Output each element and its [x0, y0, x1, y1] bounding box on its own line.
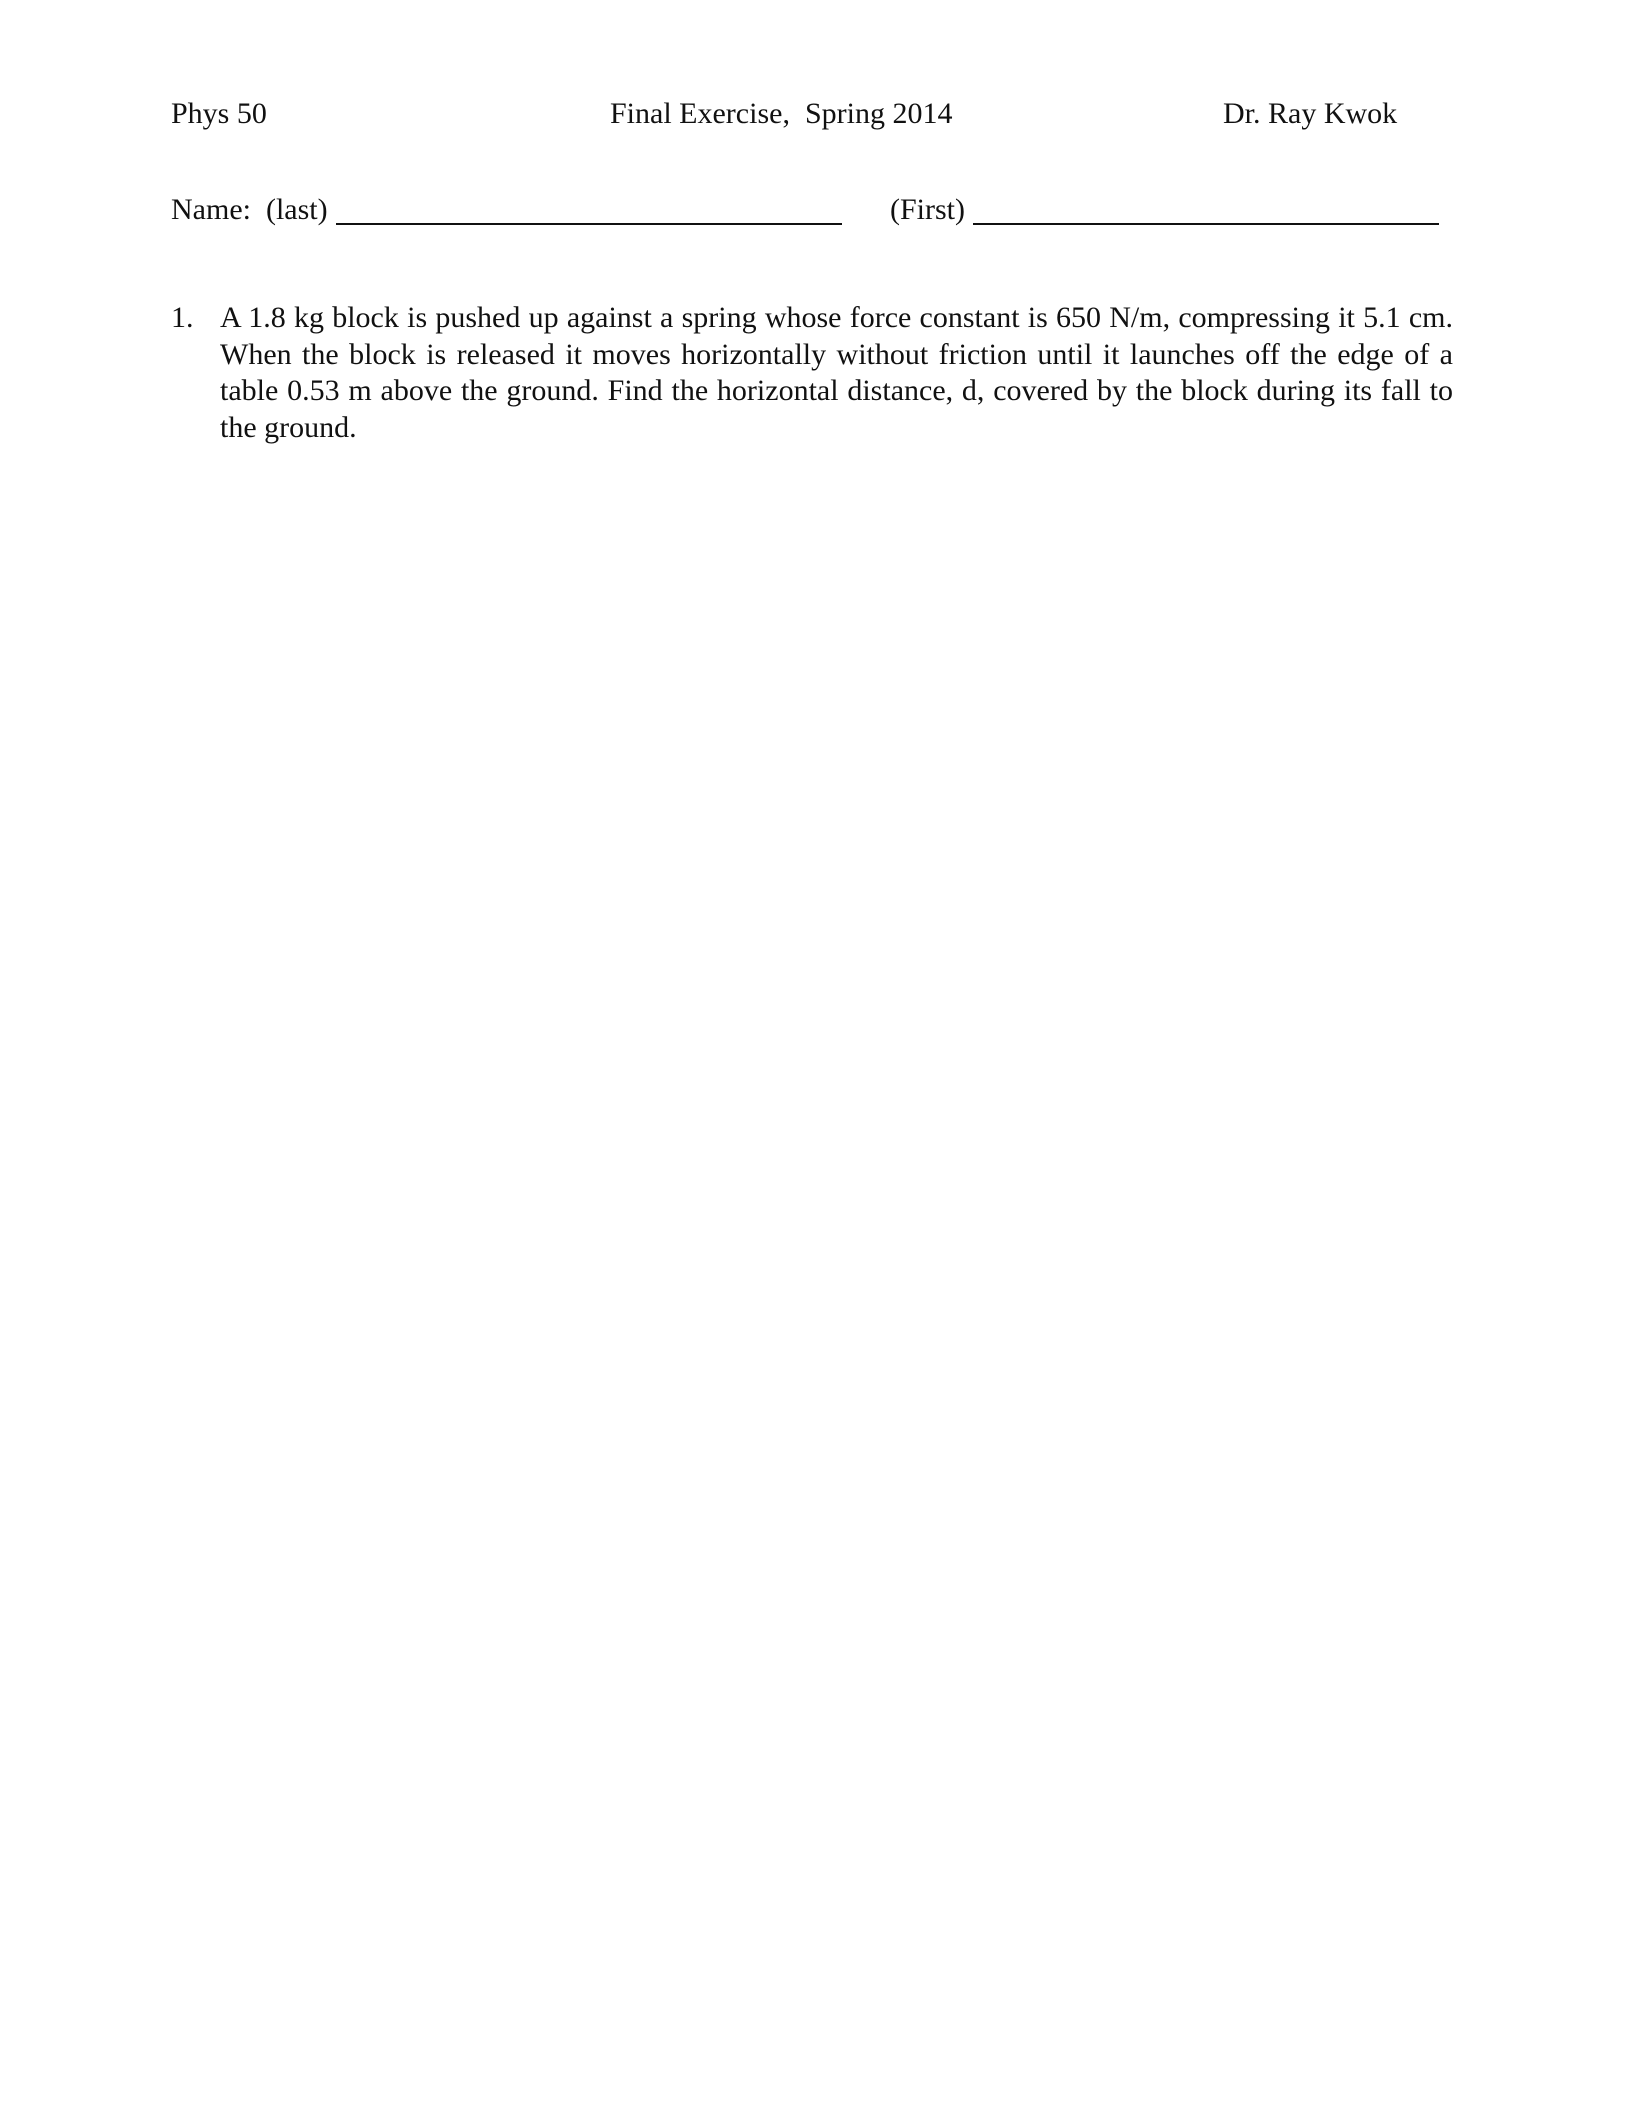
first-name-label: (First) [890, 193, 965, 226]
last-name-blank[interactable] [336, 223, 842, 225]
course-label: Phys 50 [171, 97, 267, 130]
instructor-name: Dr. Ray Kwok [1223, 97, 1398, 130]
first-name-blank[interactable] [973, 223, 1439, 225]
last-name-label: Name: (last) [171, 193, 328, 226]
name-fields [171, 190, 1441, 230]
page-header [171, 94, 1413, 134]
question-text: A 1.8 kg block is pushed up against a spring whose force constant is 650 N/m, compressing it 5.1 cm. When the block is released it moves horizontally without friction until it launches off the edge of a table 0.53 m above the ground. Find the horizontal distance, d, covered by the block during its fall to the ground. [220, 301, 1453, 444]
question-number: 1. [171, 301, 194, 334]
exam-title: Final Exercise, Spring 2014 [610, 97, 953, 130]
